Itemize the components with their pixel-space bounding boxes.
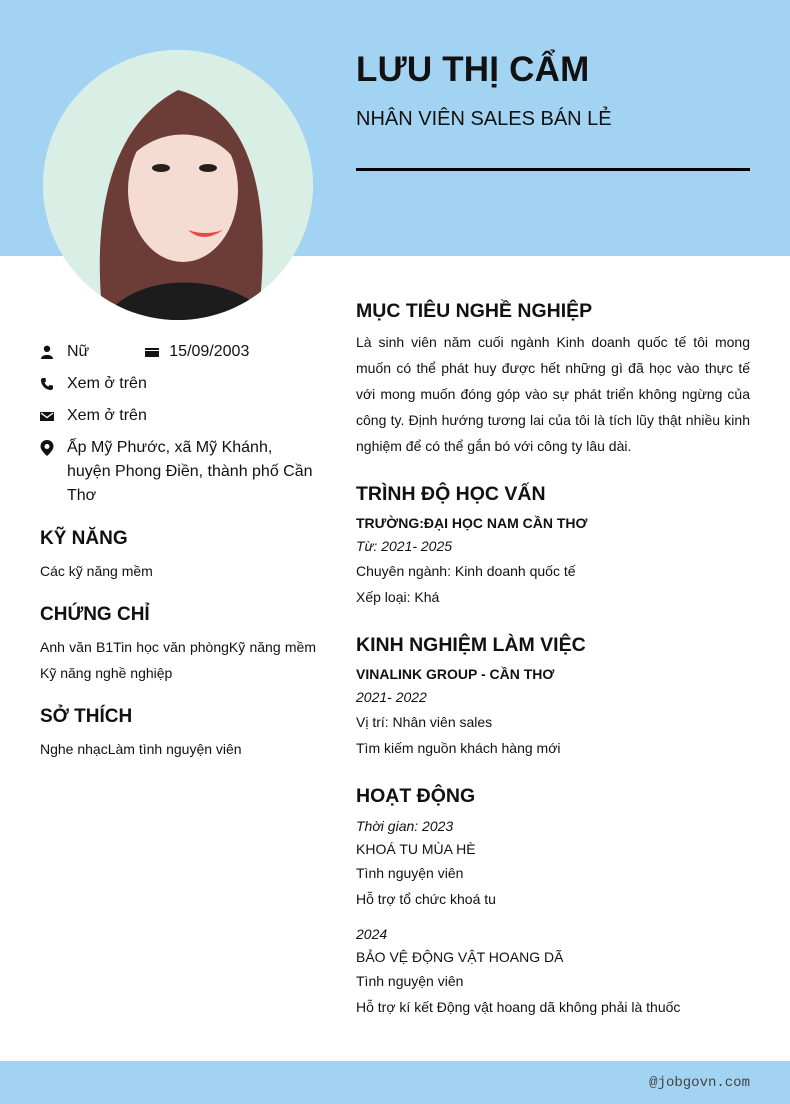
email-value: Xem ở trên bbox=[67, 407, 147, 424]
activity-role: Tình nguyện viên bbox=[356, 973, 464, 989]
activity-name: KHOÁ TU MÙA HÈ bbox=[356, 841, 476, 857]
activities-section bbox=[356, 785, 750, 1020]
calendar-icon bbox=[145, 340, 159, 364]
education-section bbox=[356, 483, 750, 610]
experience-position: Vị trí: Nhân viên sales bbox=[356, 714, 493, 730]
skills-title: KỸ NĂNG bbox=[40, 528, 128, 549]
footer-watermark: @jobgovn.com bbox=[649, 1075, 750, 1091]
education-rank: Xếp loại: Khá bbox=[356, 589, 440, 605]
activity-spacer bbox=[356, 912, 750, 922]
activity-time: Thời gian: 2023 bbox=[356, 818, 454, 834]
phone-icon bbox=[40, 372, 54, 396]
certificates-section bbox=[40, 604, 316, 686]
education-major: Chuyên ngành: Kinh doanh quốc tế bbox=[356, 563, 576, 579]
gender-dob-row bbox=[40, 340, 316, 364]
activity-time: 2024 bbox=[356, 926, 388, 942]
portrait-illustration bbox=[43, 50, 313, 320]
candidate-name: LƯU THỊ CẨM bbox=[356, 50, 590, 89]
right-column bbox=[356, 300, 750, 1044]
profile-photo bbox=[43, 50, 313, 320]
skills-section bbox=[40, 528, 316, 584]
experience-company: VINALINK GROUP - CẦN THƠ bbox=[356, 666, 555, 682]
dob-value: 15/09/2003 bbox=[169, 343, 250, 360]
activity-desc: Hỗ trợ tổ chức khoá tu bbox=[356, 891, 496, 907]
activity-desc: Hỗ trợ kí kết Động vật hoang dã không phải là thuốc bbox=[356, 999, 681, 1015]
location-pin-icon bbox=[40, 436, 54, 460]
activity-role: Tình nguyện viên bbox=[356, 865, 464, 881]
address-row bbox=[40, 436, 316, 508]
activity-item bbox=[356, 814, 750, 912]
hobbies-text: Nghe nhạcLàm tình nguyện viên bbox=[40, 741, 242, 757]
footer-band bbox=[0, 1061, 790, 1104]
objective-title: MỤC TIÊU NGHỀ NGHIỆP bbox=[356, 300, 593, 322]
phone-value: Xem ở trên bbox=[67, 375, 147, 392]
gender-value: Nữ bbox=[67, 343, 90, 360]
hobbies-title: SỞ THÍCH bbox=[40, 706, 133, 727]
phone-row bbox=[40, 372, 316, 396]
activity-item bbox=[356, 922, 750, 1020]
objective-text: Là sinh viên năm cuối ngành Kinh doanh quốc tế tôi mong muốn có thể phát huy được hết những gì đã học vào thực tế với mong muốn đóng góp vào sự phát triển không ngừng của công ty. Định hướng tương lai của tôi là tích lũy thật nhiều kinh nghiệm để có thể gắn bó với công ty lâu dài. bbox=[356, 334, 750, 454]
certificates-title: CHỨNG CHỈ bbox=[40, 604, 150, 625]
objective-section bbox=[356, 300, 750, 459]
email-row bbox=[40, 404, 316, 428]
left-column bbox=[40, 340, 316, 762]
person-icon bbox=[40, 340, 54, 364]
address-value: Ấp Mỹ Phước, xã Mỹ Khánh, huyện Phong Điền, thành phố Cần Thơ bbox=[67, 439, 313, 504]
envelope-icon bbox=[40, 404, 54, 428]
dob-group bbox=[145, 340, 249, 364]
education-school: TRƯỜNG:ĐẠI HỌC NAM CẦN THƠ bbox=[356, 515, 588, 531]
skills-text: Các kỹ năng mềm bbox=[40, 563, 153, 579]
experience-title: KINH NGHIỆM LÀM VIỆC bbox=[356, 634, 586, 656]
activities-title: HOẠT ĐỘNG bbox=[356, 785, 476, 807]
certificates-text: Anh văn B1Tin học văn phòngKỹ năng mềm Kỹ năng nghề nghiệp bbox=[40, 639, 316, 681]
education-title: TRÌNH ĐỘ HỌC VẤN bbox=[356, 483, 546, 505]
experience-section bbox=[356, 634, 750, 761]
education-period: Từ: 2021- 2025 bbox=[356, 538, 453, 554]
job-title: NHÂN VIÊN SALES BÁN LẺ bbox=[356, 108, 612, 130]
hobbies-section bbox=[40, 706, 316, 762]
experience-period: 2021- 2022 bbox=[356, 689, 427, 705]
experience-task: Tìm kiếm nguồn khách hàng mới bbox=[356, 740, 561, 756]
header-divider bbox=[356, 168, 750, 171]
activity-name: BẢO VỆ ĐỘNG VẬT HOANG DÃ bbox=[356, 949, 564, 965]
